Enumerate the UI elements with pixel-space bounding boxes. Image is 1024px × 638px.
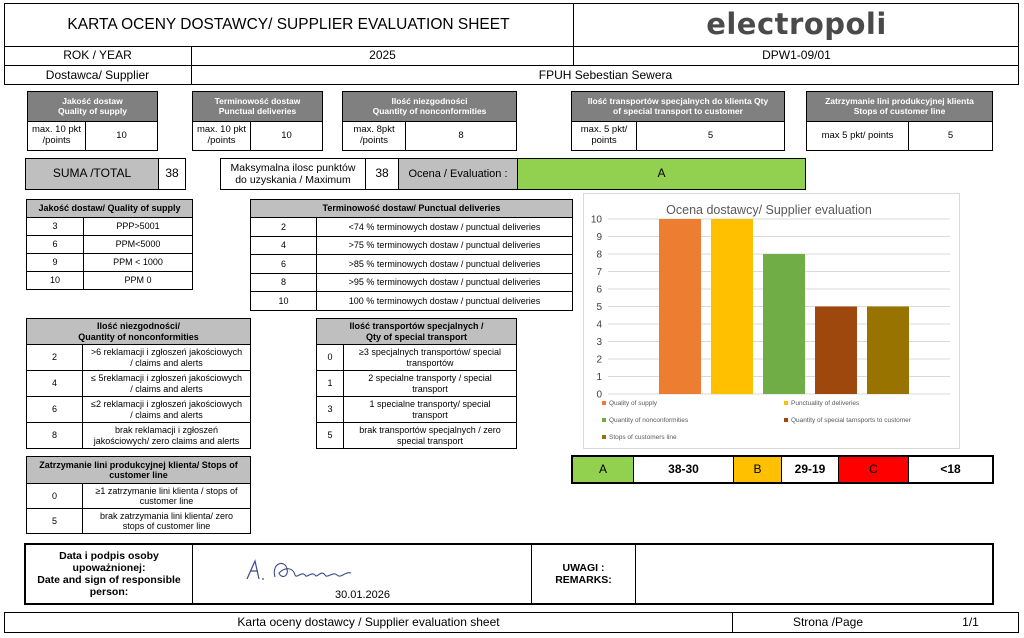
criterion-header	[342, 91, 517, 122]
table-cell: 6	[251, 255, 317, 274]
criterion-title-pl: Ilość niezgodności	[391, 95, 468, 106]
table-row	[251, 292, 573, 311]
criterion-title-pl: Terminowość dostaw	[214, 95, 301, 106]
table-cell	[344, 345, 517, 371]
criterion-title-pl: Jakość dostaw	[62, 95, 123, 106]
table-row	[317, 423, 517, 449]
table-cell: 5	[27, 509, 83, 534]
bar-2	[711, 219, 753, 394]
bar-1	[659, 219, 701, 394]
criterion-score: 10	[250, 121, 323, 151]
table-row	[251, 255, 573, 274]
footer	[4, 612, 1019, 633]
table-cell: 10	[27, 272, 84, 290]
criterion-max-label: max. 5 pkt/ points	[571, 121, 637, 151]
legend-label: Punctuality of deliveries	[791, 400, 860, 407]
table-row	[27, 397, 251, 423]
logo	[574, 3, 1019, 47]
table-cell: 3	[27, 218, 84, 236]
cell-line: ≤2 reklamacji i zgłoszeń jakościowych	[91, 399, 242, 410]
legend-swatch	[784, 418, 788, 422]
remarks-label	[532, 545, 636, 603]
legend-swatch	[602, 418, 606, 422]
signature-label-line: person:	[89, 586, 129, 599]
table-row	[27, 423, 251, 449]
cell-line: transport	[412, 383, 448, 394]
criterion-title-pl: Zatrzymanie lini produkcyjnej klienta	[825, 95, 974, 106]
y-tick-label: 2	[596, 354, 602, 366]
criterion-max-label: max 5 pkt/ points	[806, 121, 909, 151]
table-row	[317, 345, 517, 371]
cell-line: brak reklamacji i zgłoszeń	[114, 425, 219, 436]
criterion-stops	[806, 91, 993, 151]
table-cell: 3	[317, 397, 344, 423]
evaluation-label: Ocena / Evaluation :	[398, 158, 518, 190]
grade-b: B	[734, 457, 782, 482]
cell-line: brak zatrzymania lini klienta/ zero	[99, 510, 234, 521]
max-label	[220, 158, 366, 190]
y-tick-label: 10	[590, 214, 602, 226]
cell-line: ≥1 zatrzymanie lini klienta / stops of	[95, 485, 238, 496]
table-row	[27, 484, 251, 509]
table-row	[27, 236, 193, 254]
criterion-header	[806, 91, 993, 122]
signature-label-line: upoważnionej:	[72, 561, 146, 574]
table-cell: >75 % terminowych dostaw / punctual deliveries	[317, 236, 573, 255]
special-transport-table-header	[317, 319, 517, 345]
grade-b-range: 29-19	[782, 457, 839, 482]
signature-date: 30.01.2026	[334, 588, 391, 601]
table-cell: 10	[251, 292, 317, 311]
total-label: SUMA /TOTAL	[25, 158, 159, 190]
remarks-label-line: REMARKS:	[555, 574, 612, 586]
footer-doc-name: Karta oceny dostawcy / Supplier evaluation sheet	[5, 613, 733, 632]
max-label-line-1: Maksymalna ilosc punktów	[230, 161, 356, 174]
table-cell: 8	[251, 273, 317, 292]
nonconformities-table-header	[27, 319, 251, 345]
criterion-quality	[27, 91, 158, 151]
cell-line: stops of customer line	[122, 521, 211, 531]
bar-4	[815, 307, 857, 395]
cell-line: ≥3 specjalnych transportów/ special	[358, 347, 501, 358]
y-tick-label: 5	[596, 302, 602, 313]
table-cell: 2	[251, 218, 317, 237]
criterion-max-label: max. 10 pkt /points	[27, 121, 86, 151]
table-cell: 4	[27, 371, 83, 397]
table-row	[251, 236, 573, 255]
criterion-score: 10	[85, 121, 158, 151]
evaluation-value: A	[517, 158, 806, 190]
chart-y-axis	[591, 215, 603, 401]
legend-label: Quality of supply	[609, 400, 658, 407]
cell-line: transportów	[406, 357, 454, 368]
cell-line: / claims and alerts	[130, 383, 203, 394]
criterion-header	[571, 91, 785, 122]
logo-text: electropoli	[706, 6, 887, 41]
max-value: 38	[365, 158, 399, 190]
signature-label-line: Date and sign of responsible	[37, 574, 181, 586]
table-cell: <74 % terminowych dostaw / punctual deliveries	[317, 218, 573, 237]
signature-label	[26, 545, 193, 603]
criterion-max-label: max. 10 pkt /points	[192, 121, 251, 151]
table-cell	[83, 423, 251, 449]
table-cell	[83, 509, 251, 534]
punctual-table	[250, 199, 573, 311]
table-cell	[344, 423, 517, 449]
table-cell: PPP>5001	[84, 218, 193, 236]
criterion-special-transport	[571, 91, 785, 151]
grade-a: A	[573, 457, 634, 482]
table-cell: >85 % terminowych dostaw / punctual deliveries	[317, 255, 573, 274]
special-transport-table	[316, 318, 517, 449]
header-line: Qty of special transport	[365, 331, 468, 342]
y-tick-label: 4	[596, 319, 602, 331]
y-tick-label: 8	[596, 249, 602, 261]
chart-frame	[583, 193, 960, 449]
y-tick-label: 7	[596, 267, 602, 278]
criterion-punctual	[192, 91, 323, 151]
quality-table	[26, 199, 193, 290]
criterion-title-pl: Ilość transportów specjalnych do klienta Qty	[587, 95, 769, 106]
footer-page-label: Strona /Page	[792, 614, 864, 629]
doc-code: DPW1-09/01	[574, 47, 1019, 66]
criterion-nonconformities	[342, 91, 517, 151]
table-cell: PPM < 1000	[84, 254, 193, 272]
table-cell: 6	[27, 397, 83, 423]
chart-bars	[659, 219, 909, 394]
cell-line: special transport	[396, 435, 464, 446]
cell-line: transport	[412, 409, 448, 420]
grade-scale	[571, 455, 994, 484]
criterion-title-en: Quality of supply	[58, 105, 127, 116]
table-cell: 6	[27, 236, 84, 254]
table-cell: 4	[251, 236, 317, 255]
chart-legend	[602, 400, 912, 441]
legend-label: Stops of customers line	[609, 434, 677, 441]
cell-line: ≤ 5reklamacji i zgłoszeń jakościowych	[91, 373, 242, 384]
year-value: 2025	[192, 47, 574, 66]
cell-line: 1 specialne transporty/ special	[369, 399, 491, 410]
total-value: 38	[158, 158, 186, 190]
y-tick-label: 9	[596, 232, 602, 243]
legend-label: Quantity of nonconformities	[609, 417, 689, 424]
criterion-title-en: Quantity of nonconformities	[372, 105, 487, 116]
footer-page-value: 1/1	[962, 614, 979, 629]
year-label: ROK / YEAR	[4, 47, 192, 66]
table-cell	[83, 484, 251, 509]
header-line: customer line	[109, 470, 168, 480]
legend-swatch	[602, 401, 606, 405]
cell-line: jakościowych/ zero claims and alerts	[93, 435, 240, 446]
table-cell: PPM 0	[84, 272, 193, 290]
nonconformities-table	[26, 318, 251, 449]
grade-c: C	[839, 457, 909, 482]
table-row	[27, 218, 193, 236]
supplier-value: FPUH Sebestian Sewera	[538, 67, 673, 82]
signature-block	[24, 543, 994, 605]
remarks-label-line: UWAGI :	[562, 561, 605, 574]
handwritten-signature	[241, 553, 371, 587]
table-cell	[83, 397, 251, 423]
table-cell	[83, 345, 251, 371]
table-cell	[83, 371, 251, 397]
criterion-title-en: Punctual deliveries	[218, 105, 297, 116]
header-line: Ilość niezgodności/	[96, 321, 180, 332]
table-cell: 9	[27, 254, 84, 272]
table-row	[251, 273, 573, 292]
header-line: Ilość transportów specjalnych /	[349, 321, 484, 332]
signature-label-line: Data i podpis osoby	[59, 549, 159, 562]
header-line: Quantity of nonconformities	[78, 331, 199, 342]
cell-line: 2 specialne transporty / special	[368, 373, 492, 384]
criterion-title-en: Stops of customer line	[853, 105, 946, 116]
stops-table	[26, 456, 251, 534]
header-line: Zatrzymanie lini produkcyjnej klienta/ Stops of	[39, 459, 238, 470]
table-row	[27, 254, 193, 272]
grade-c-range: <18	[940, 461, 961, 476]
table-row	[27, 371, 251, 397]
table-cell: 5	[317, 423, 344, 449]
table-row	[27, 345, 251, 371]
punctual-table-header: Terminowość dostaw/ Punctual deliveries	[251, 200, 573, 218]
cell-line: / claims and alerts	[130, 357, 203, 368]
y-tick-label: 6	[596, 284, 602, 296]
remarks-field[interactable]	[636, 545, 992, 603]
grade-a-range: 38-30	[634, 457, 734, 482]
table-row	[317, 397, 517, 423]
table-row	[251, 218, 573, 237]
table-cell: 100 % terminowych dostaw / punctual deliveries	[317, 292, 573, 311]
total-row	[25, 158, 806, 190]
cell-line: brak transportów specjalnych / zero	[359, 425, 501, 436]
table-row	[27, 509, 251, 534]
table-cell: 0	[317, 345, 344, 371]
cell-line: / claims and alerts	[130, 409, 203, 420]
y-tick-label: 1	[596, 372, 602, 383]
quality-table-header: Jakość dostaw/ Quality of supply	[27, 200, 193, 218]
supplier-label: Dostawca/ Supplier	[4, 66, 192, 85]
stops-table-header	[27, 457, 251, 484]
max-label-line-2: do uzyskania / Maximum	[235, 174, 351, 186]
criterion-score: 8	[405, 121, 517, 151]
bar-3	[763, 254, 805, 394]
table-cell: 2	[27, 345, 83, 371]
criterion-score: 5	[636, 121, 785, 151]
chart-title: Ocena dostawcy/ Supplier evaluation	[666, 203, 872, 217]
table-cell	[344, 397, 517, 423]
table-row	[27, 272, 193, 290]
table-cell: 1	[317, 371, 344, 397]
criterion-max-label: max. 8pkt /points	[342, 121, 406, 151]
bar-chart	[584, 194, 961, 450]
table-cell: >95 % terminowych dostaw / punctual deliveries	[317, 273, 573, 292]
criterion-score: 5	[908, 121, 993, 151]
legend-swatch	[602, 435, 606, 439]
y-tick-label: 0	[596, 389, 602, 401]
criterion-title-en: of special transport to customer	[613, 105, 743, 116]
table-cell	[344, 371, 517, 397]
sheet-title: KARTA OCENY DOSTAWCY/ SUPPLIER EVALUATION SHEET	[4, 3, 574, 47]
table-row	[317, 371, 517, 397]
table-cell: 0	[27, 484, 83, 509]
criterion-header	[27, 91, 158, 122]
bar-5	[867, 307, 909, 395]
legend-label: Quantity of special tarnsports to customer	[791, 417, 911, 424]
table-cell: 8	[27, 423, 83, 449]
legend-swatch	[784, 401, 788, 405]
table-cell: PPM<5000	[84, 236, 193, 254]
y-tick-label: 3	[596, 337, 602, 348]
criterion-header	[192, 91, 323, 122]
signature-area[interactable]	[193, 545, 532, 603]
cell-line: customer line	[139, 496, 194, 506]
cell-line: >6 reklamacji i zgłoszeń jakościowych	[90, 347, 243, 358]
